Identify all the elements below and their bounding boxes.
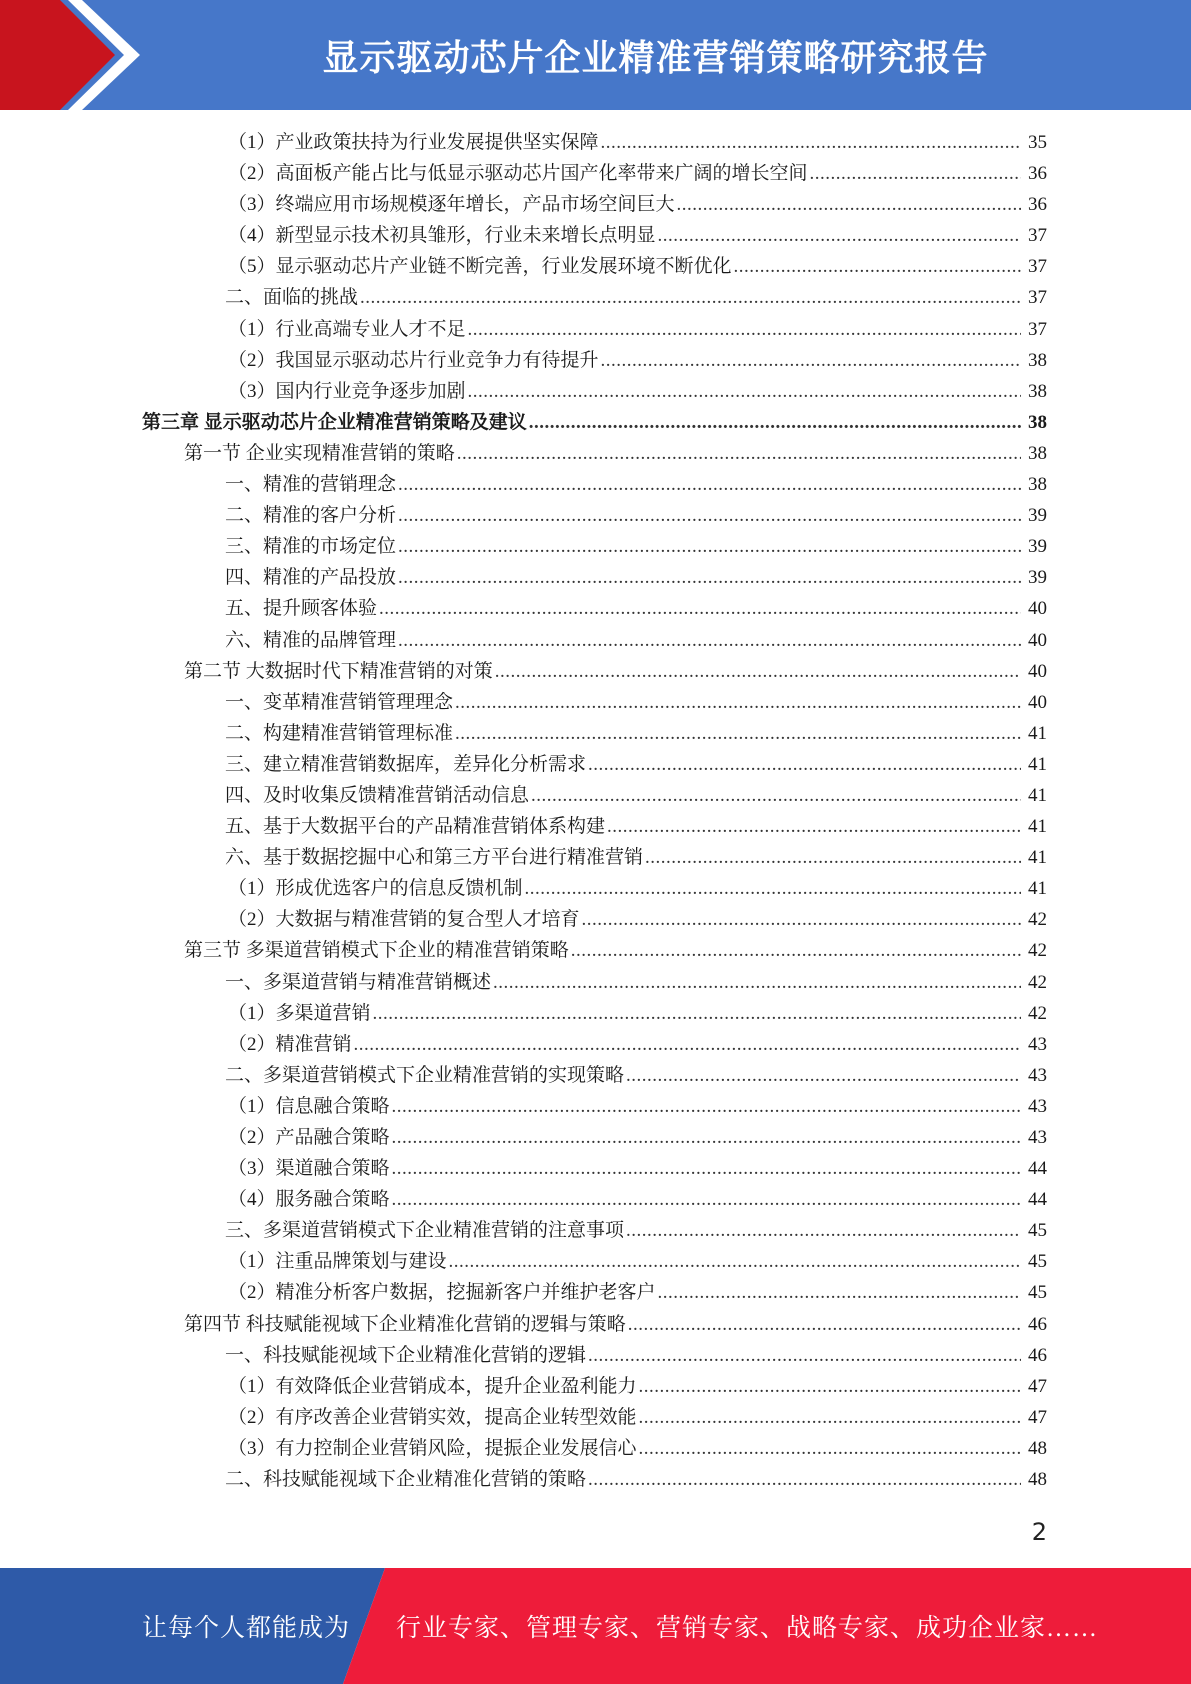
toc-dot-leader bbox=[455, 718, 1021, 749]
toc-entry-title: 二、面临的挑战 bbox=[225, 287, 359, 309]
toc-page-number: 43 bbox=[1028, 1127, 1047, 1148]
toc-dot-leader bbox=[639, 1433, 1021, 1464]
toc-page-number: 47 bbox=[1028, 1406, 1047, 1428]
toc-entry-title: 一、变革精准营销管理理念 bbox=[225, 691, 454, 713]
toc-entry-title: 二、多渠道营销模式下企业精准营销的实现策略 bbox=[225, 1064, 625, 1086]
toc-entry-title: 第四节 科技赋能视域下企业精准化营销的逻辑与策略 bbox=[184, 1313, 626, 1335]
toc-page-number: 45 bbox=[1028, 1251, 1047, 1273]
toc-entry-title: 六、基于数据挖掘中心和第三方平台进行精准营销 bbox=[225, 847, 644, 869]
toc-entry-title: 第二节 大数据时代下精准营销的对策 bbox=[184, 660, 493, 682]
toc-dot-leader bbox=[354, 1029, 1021, 1060]
toc-entry[interactable] bbox=[0, 127, 1191, 158]
toc-entry[interactable] bbox=[0, 687, 1191, 718]
toc-dot-leader bbox=[626, 1060, 1021, 1091]
toc-dot-leader bbox=[601, 127, 1021, 158]
toc-entry-title: （1）形成优选客户的信息反馈机制 bbox=[228, 878, 523, 900]
toc-entry-title: （2）大数据与精准营销的复合型人才培育 bbox=[228, 909, 580, 931]
toc-entry-title: （1）产业政策扶持为行业发展提供坚实保障 bbox=[228, 132, 599, 153]
toc-page-number: 42 bbox=[1028, 940, 1047, 962]
toc-entry-title: 四、精准的产品投放 bbox=[225, 567, 397, 589]
toc-page-number: 42 bbox=[1028, 971, 1047, 993]
report-title: 显示驱动芯片企业精准营销策略研究报告 bbox=[322, 37, 989, 79]
toc-dot-leader bbox=[658, 1277, 1021, 1308]
toc-page-number: 41 bbox=[1028, 816, 1047, 838]
toc-entry-title: （1）信息融合策略 bbox=[228, 1095, 390, 1117]
toc-entry-title: 五、提升顾客体验 bbox=[225, 598, 378, 620]
toc-dot-leader bbox=[398, 531, 1021, 562]
toc-entry[interactable] bbox=[0, 967, 1191, 998]
toc-dot-leader bbox=[628, 1309, 1021, 1340]
toc-page-number: 41 bbox=[1028, 722, 1047, 744]
table-of-contents bbox=[0, 127, 1191, 1495]
toc-entry[interactable] bbox=[0, 1184, 1191, 1215]
toc-entry[interactable] bbox=[0, 1122, 1191, 1153]
toc-dot-leader bbox=[379, 593, 1021, 624]
toc-dot-leader bbox=[457, 438, 1021, 469]
toc-page-number: 38 bbox=[1028, 380, 1047, 402]
toc-dot-leader bbox=[468, 376, 1021, 407]
toc-dot-leader bbox=[626, 1215, 1021, 1246]
toc-entry-title: 三、精准的市场定位 bbox=[225, 536, 397, 558]
toc-entry-title: （3）终端应用市场规模逐年增长，产品市场空间巨大 bbox=[228, 194, 675, 216]
toc-entry-title: 二、精准的客户分析 bbox=[225, 505, 397, 527]
toc-entry[interactable] bbox=[0, 593, 1191, 624]
toc-dot-leader bbox=[449, 1246, 1021, 1277]
toc-entry-title: 二、构建精准营销管理标准 bbox=[225, 722, 454, 744]
toc-dot-leader bbox=[588, 1464, 1021, 1495]
footer-slogan-left: 让每个人都能成为 bbox=[142, 1615, 351, 1642]
toc-dot-leader bbox=[468, 314, 1021, 345]
toc-page-number: 45 bbox=[1028, 1220, 1047, 1242]
toc-entry[interactable] bbox=[0, 811, 1191, 842]
toc-page-number: 43 bbox=[1028, 1064, 1047, 1086]
toc-dot-leader bbox=[373, 998, 1021, 1029]
page-number: 2 bbox=[1031, 1518, 1047, 1546]
toc-entry-title: 一、精准的营销理念 bbox=[225, 474, 397, 496]
toc-dot-leader bbox=[398, 625, 1021, 656]
toc-entry-title: （2）高面板产能占比与低显示驱动芯片国产化率带来广阔的增长空间 bbox=[228, 163, 808, 185]
toc-dot-leader bbox=[607, 811, 1021, 842]
toc-page-number: 39 bbox=[1028, 536, 1047, 558]
toc-entry[interactable] bbox=[0, 1153, 1191, 1184]
toc-page-number: 41 bbox=[1028, 784, 1047, 806]
toc-page-number: 45 bbox=[1028, 1282, 1047, 1304]
toc-dot-leader bbox=[392, 1091, 1021, 1122]
toc-dot-leader bbox=[531, 780, 1021, 811]
toc-dot-leader bbox=[360, 282, 1021, 313]
toc-page-number: 37 bbox=[1028, 287, 1047, 309]
toc-entry-title: 第三节 多渠道营销模式下企业的精准营销策略 bbox=[184, 940, 569, 962]
toc-entry[interactable] bbox=[0, 1277, 1191, 1308]
toc-dot-leader bbox=[601, 345, 1021, 376]
toc-entry[interactable] bbox=[0, 749, 1191, 780]
toc-entry[interactable] bbox=[0, 469, 1191, 500]
toc-dot-leader bbox=[734, 251, 1021, 282]
toc-entry-title: （3）国内行业竞争逐步加剧 bbox=[228, 380, 466, 402]
toc-entry[interactable] bbox=[0, 562, 1191, 593]
toc-entry[interactable] bbox=[0, 873, 1191, 904]
toc-page-number: 40 bbox=[1028, 598, 1047, 620]
toc-entry-title: （2）有序改善企业营销实效，提高企业转型效能 bbox=[228, 1406, 637, 1428]
toc-entry-title: 四、及时收集反馈精准营销活动信息 bbox=[225, 784, 530, 806]
toc-dot-leader bbox=[529, 407, 1021, 438]
toc-entry-title: （1）行业高端专业人才不足 bbox=[228, 318, 466, 340]
toc-page-number: 43 bbox=[1028, 1033, 1047, 1055]
toc-page-number: 35 bbox=[1028, 132, 1047, 153]
toc-dot-leader bbox=[392, 1122, 1021, 1153]
toc-entry[interactable] bbox=[0, 1402, 1191, 1433]
toc-page-number: 42 bbox=[1028, 1002, 1047, 1024]
toc-entry[interactable] bbox=[0, 1091, 1191, 1122]
toc-entry-title: （3）渠道融合策略 bbox=[228, 1158, 390, 1180]
toc-entry-title: （2）精准营销 bbox=[228, 1033, 352, 1055]
toc-entry[interactable] bbox=[0, 531, 1191, 562]
toc-entry-title: 三、多渠道营销模式下企业精准营销的注意事项 bbox=[225, 1220, 625, 1242]
toc-page-number: 36 bbox=[1028, 194, 1047, 216]
toc-entry[interactable] bbox=[0, 251, 1191, 282]
toc-page-number: 37 bbox=[1028, 256, 1047, 278]
toc-dot-leader bbox=[658, 220, 1021, 251]
toc-entry-title: （5）显示驱动芯片产业链不断完善，行业发展环境不断优化 bbox=[228, 256, 732, 278]
toc-page-number: 38 bbox=[1028, 474, 1047, 496]
toc-entry-title: 一、多渠道营销与精准营销概述 bbox=[225, 971, 492, 993]
toc-entry[interactable] bbox=[0, 935, 1191, 966]
toc-dot-leader bbox=[398, 500, 1021, 531]
toc-page-number: 36 bbox=[1028, 163, 1047, 185]
toc-entry-title: （2）产品融合策略 bbox=[228, 1127, 390, 1148]
toc-entry-title: （1）有效降低企业营销成本，提升企业盈利能力 bbox=[228, 1375, 637, 1397]
toc-dot-leader bbox=[398, 562, 1021, 593]
toc-entry[interactable] bbox=[0, 282, 1191, 313]
toc-entry[interactable] bbox=[0, 1371, 1191, 1402]
footer-banner bbox=[0, 1568, 1191, 1684]
toc-entry[interactable] bbox=[0, 1246, 1191, 1277]
toc-dot-leader bbox=[392, 1153, 1021, 1184]
toc-entry[interactable] bbox=[0, 189, 1191, 220]
toc-page-number: 47 bbox=[1028, 1375, 1047, 1397]
toc-dot-leader bbox=[639, 1402, 1021, 1433]
toc-entry[interactable] bbox=[0, 1060, 1191, 1091]
header-banner bbox=[0, 0, 1191, 110]
toc-entry-title: （2）精准分析客户数据，挖掘新客户并维护老客户 bbox=[228, 1282, 656, 1304]
toc-entry-title: （4）服务融合策略 bbox=[228, 1189, 390, 1211]
toc-page-number: 41 bbox=[1028, 753, 1047, 775]
toc-entry[interactable] bbox=[0, 998, 1191, 1029]
toc-entry[interactable] bbox=[0, 158, 1191, 189]
toc-page-number: 43 bbox=[1028, 1095, 1047, 1117]
toc-entry[interactable] bbox=[0, 314, 1191, 345]
toc-dot-leader bbox=[571, 935, 1021, 966]
toc-page-number: 38 bbox=[1028, 411, 1047, 433]
toc-dot-leader bbox=[639, 1371, 1021, 1402]
toc-page-number: 46 bbox=[1028, 1344, 1047, 1366]
toc-page-number: 38 bbox=[1028, 442, 1047, 464]
toc-entry[interactable] bbox=[0, 904, 1191, 935]
toc-dot-leader bbox=[645, 842, 1021, 873]
toc-entry[interactable] bbox=[0, 780, 1191, 811]
toc-page-number: 44 bbox=[1028, 1189, 1047, 1211]
toc-entry[interactable] bbox=[0, 1215, 1191, 1246]
toc-entry[interactable] bbox=[0, 220, 1191, 251]
toc-dot-leader bbox=[810, 158, 1021, 189]
toc-dot-leader bbox=[525, 873, 1021, 904]
toc-page-number: 44 bbox=[1028, 1158, 1047, 1180]
toc-page-number: 37 bbox=[1028, 318, 1047, 340]
toc-entry-title: （1）多渠道营销 bbox=[228, 1002, 371, 1024]
toc-page-number: 40 bbox=[1028, 629, 1047, 651]
toc-page-number: 48 bbox=[1028, 1437, 1047, 1459]
toc-page-number: 39 bbox=[1028, 567, 1047, 589]
toc-entry-title: （2）我国显示驱动芯片行业竞争力有待提升 bbox=[228, 349, 599, 371]
footer-slogan-right: 行业专家、管理专家、营销专家、战略专家、成功企业家…… bbox=[396, 1615, 1099, 1642]
toc-entry[interactable] bbox=[0, 625, 1191, 656]
toc-dot-leader bbox=[588, 1340, 1021, 1371]
toc-dot-leader bbox=[398, 469, 1021, 500]
toc-entry[interactable] bbox=[0, 1464, 1191, 1495]
toc-page-number: 48 bbox=[1028, 1469, 1047, 1491]
toc-dot-leader bbox=[588, 749, 1021, 780]
toc-entry-title: 一、科技赋能视域下企业精准化营销的逻辑 bbox=[225, 1344, 587, 1366]
toc-entry-title: 第三章 显示驱动芯片企业精准营销策略及建议 bbox=[142, 411, 527, 433]
toc-entry-title: （3）有力控制企业营销风险，提振企业发展信心 bbox=[228, 1437, 637, 1459]
toc-entry[interactable] bbox=[0, 842, 1191, 873]
toc-entry-title: （1）注重品牌策划与建设 bbox=[228, 1251, 447, 1273]
toc-page-number: 41 bbox=[1028, 847, 1047, 869]
toc-entry[interactable] bbox=[0, 656, 1191, 687]
toc-page-number: 42 bbox=[1028, 909, 1047, 931]
toc-page-number: 38 bbox=[1028, 349, 1047, 371]
toc-entry-title: 第一节 企业实现精准营销的策略 bbox=[184, 442, 455, 464]
toc-entry[interactable] bbox=[0, 438, 1191, 469]
toc-page-number: 39 bbox=[1028, 505, 1047, 527]
toc-dot-leader bbox=[455, 687, 1021, 718]
toc-entry[interactable] bbox=[0, 718, 1191, 749]
toc-entry-title: 二、科技赋能视域下企业精准化营销的策略 bbox=[225, 1469, 587, 1491]
toc-dot-leader bbox=[495, 656, 1021, 687]
toc-dot-leader bbox=[493, 967, 1021, 998]
toc-page-number: 37 bbox=[1028, 225, 1047, 247]
toc-entry-title: 三、建立精准营销数据库，差异化分析需求 bbox=[225, 753, 587, 775]
toc-dot-leader bbox=[582, 904, 1021, 935]
toc-page-number: 46 bbox=[1028, 1313, 1047, 1335]
toc-page-number: 40 bbox=[1028, 691, 1047, 713]
toc-entry[interactable] bbox=[0, 1309, 1191, 1340]
toc-entry[interactable] bbox=[0, 407, 1191, 438]
toc-entry-title: 六、精准的品牌管理 bbox=[225, 629, 397, 651]
toc-entry-title: （4）新型显示技术初具雏形，行业未来增长点明显 bbox=[228, 225, 656, 247]
toc-entry[interactable] bbox=[0, 500, 1191, 531]
toc-entry[interactable] bbox=[0, 1340, 1191, 1371]
toc-entry[interactable] bbox=[0, 376, 1191, 407]
toc-entry[interactable] bbox=[0, 1029, 1191, 1060]
toc-dot-leader bbox=[677, 189, 1021, 220]
toc-entry-title: 五、基于大数据平台的产品精准营销体系构建 bbox=[225, 816, 606, 838]
toc-page-number: 40 bbox=[1028, 660, 1047, 682]
toc-dot-leader bbox=[392, 1184, 1021, 1215]
toc-page-number: 41 bbox=[1028, 878, 1047, 900]
toc-entry[interactable] bbox=[0, 345, 1191, 376]
toc-entry[interactable] bbox=[0, 1433, 1191, 1464]
